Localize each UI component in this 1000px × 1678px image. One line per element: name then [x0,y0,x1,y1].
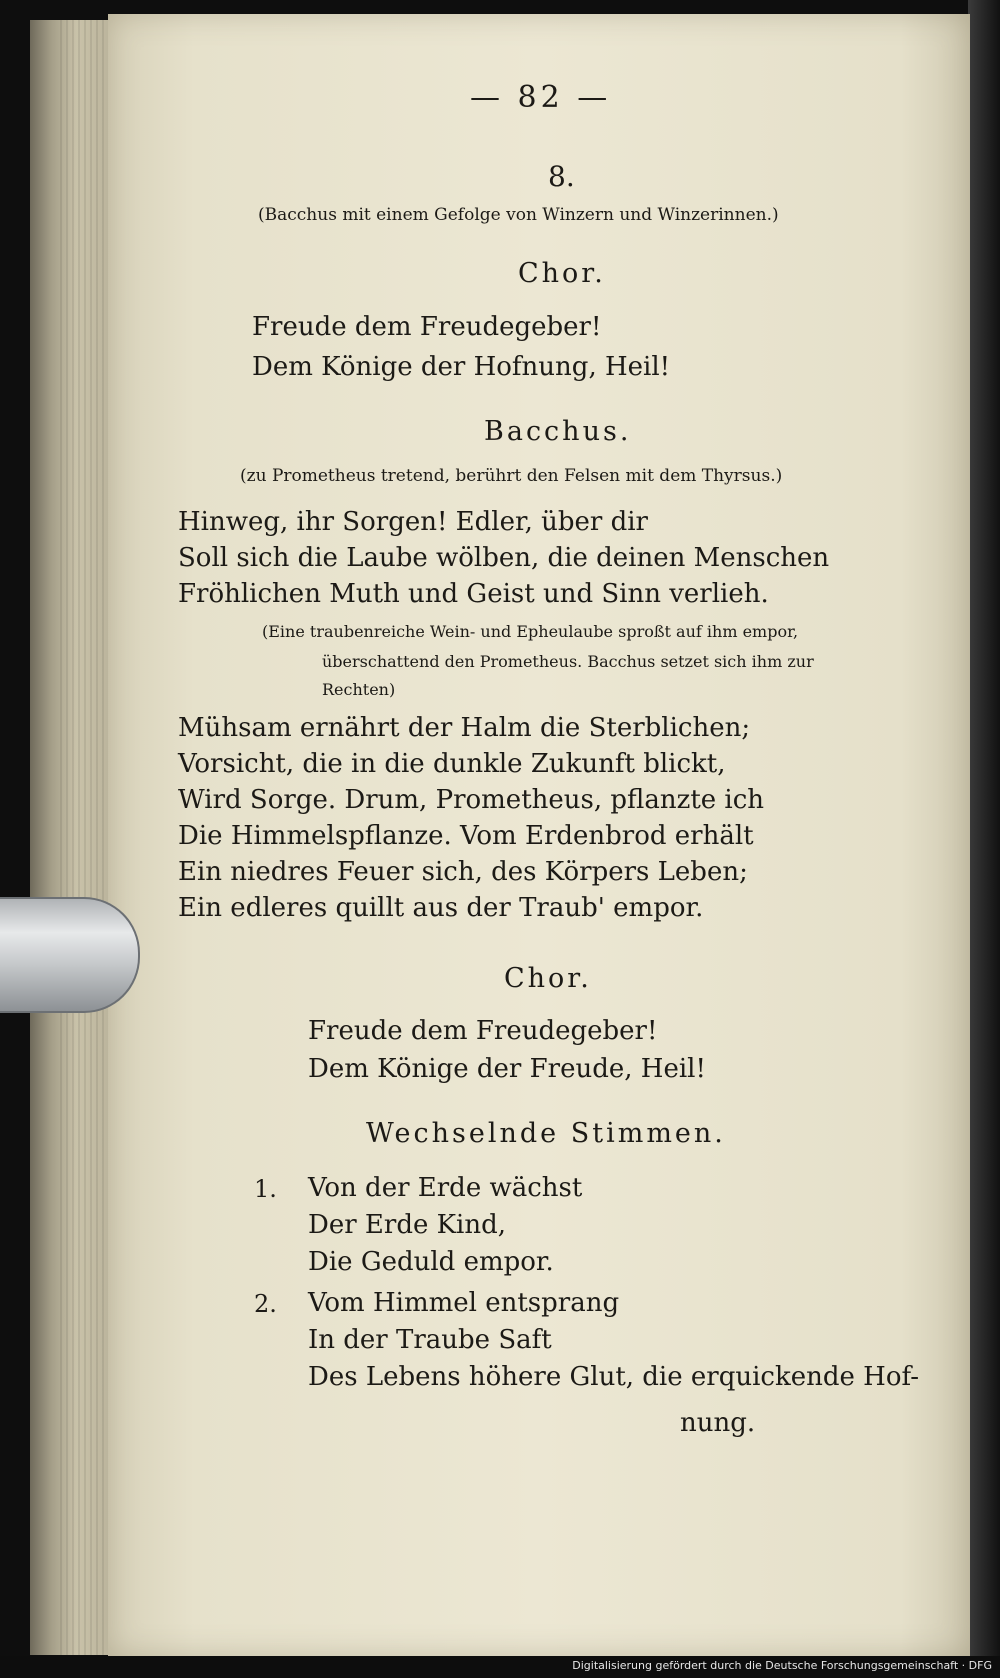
stage-direction: (Eine traubenreiche Wein- und Epheulaube sproßt auf ihm empor, [262,622,799,641]
verse-line: Des Lebens höhere Glut, die erquickende Hof- [308,1362,919,1392]
verse-line: Dem Könige der Hofnung, Heil! [252,352,671,382]
facing-page-edge [968,0,1000,1678]
voice-number: 1. [254,1175,277,1203]
verse-line: Freude dem Freudegeber! [308,1016,658,1046]
verse-line: Ein niedres Feuer sich, des Körpers Leben; [178,857,748,887]
verse-line: Vom Himmel entsprang [308,1288,620,1318]
stage-direction: überschattend den Prometheus. Bacchus setzet sich ihm zur [322,652,814,671]
verse-line: Die Himmelspflanze. Vom Erdenbrod erhält [178,821,754,851]
section-number: 8. [548,160,575,193]
verse-line: Vorsicht, die in die dunkle Zukunft blickt, [178,749,726,779]
speaker-heading: Chor. [518,258,606,289]
book-page-edge-lines [60,20,110,1655]
page-clip [0,897,140,1013]
verse-line: Dem Könige der Freude, Heil! [308,1054,706,1084]
verse-line: Mühsam ernährt der Halm die Sterblichen; [178,713,751,743]
stage-direction: (Bacchus mit einem Gefolge von Winzern und Winzerinnen.) [258,205,779,225]
verse-line: nung. [680,1408,756,1438]
verse-line: Von der Erde wächst [308,1173,583,1203]
stage-direction: Rechten) [322,680,396,699]
verse-line: Freude dem Freudegeber! [252,312,602,342]
speaker-heading: Chor. [504,963,592,994]
verse-line: Die Geduld empor. [308,1247,554,1277]
digitization-credit: Digitalisierung gefördert durch die Deutsche Forschungsgemeinschaft · DFG [572,1659,992,1672]
voice-number: 2. [254,1290,277,1318]
verse-line: Wird Sorge. Drum, Prometheus, pflanzte ich [178,785,765,815]
verse-line: Soll sich die Laube wölben, die deinen Menschen [178,543,830,573]
verse-line: Fröhlichen Muth und Geist und Sinn verlieh. [178,579,769,609]
verse-line: Hinweg, ihr Sorgen! Edler, über dir [178,507,648,537]
speaker-heading: Wechselnde Stimmen. [366,1118,726,1149]
verse-line: Ein edleres quillt aus der Traub' empor. [178,893,704,923]
speaker-heading: Bacchus. [484,416,632,447]
verse-line: Der Erde Kind, [308,1210,507,1240]
verse-line: In der Traube Saft [308,1325,552,1355]
stage-direction: (zu Prometheus tretend, berührt den Felsen mit dem Thyrsus.) [240,466,783,486]
page-number: — 82 — [470,80,612,115]
